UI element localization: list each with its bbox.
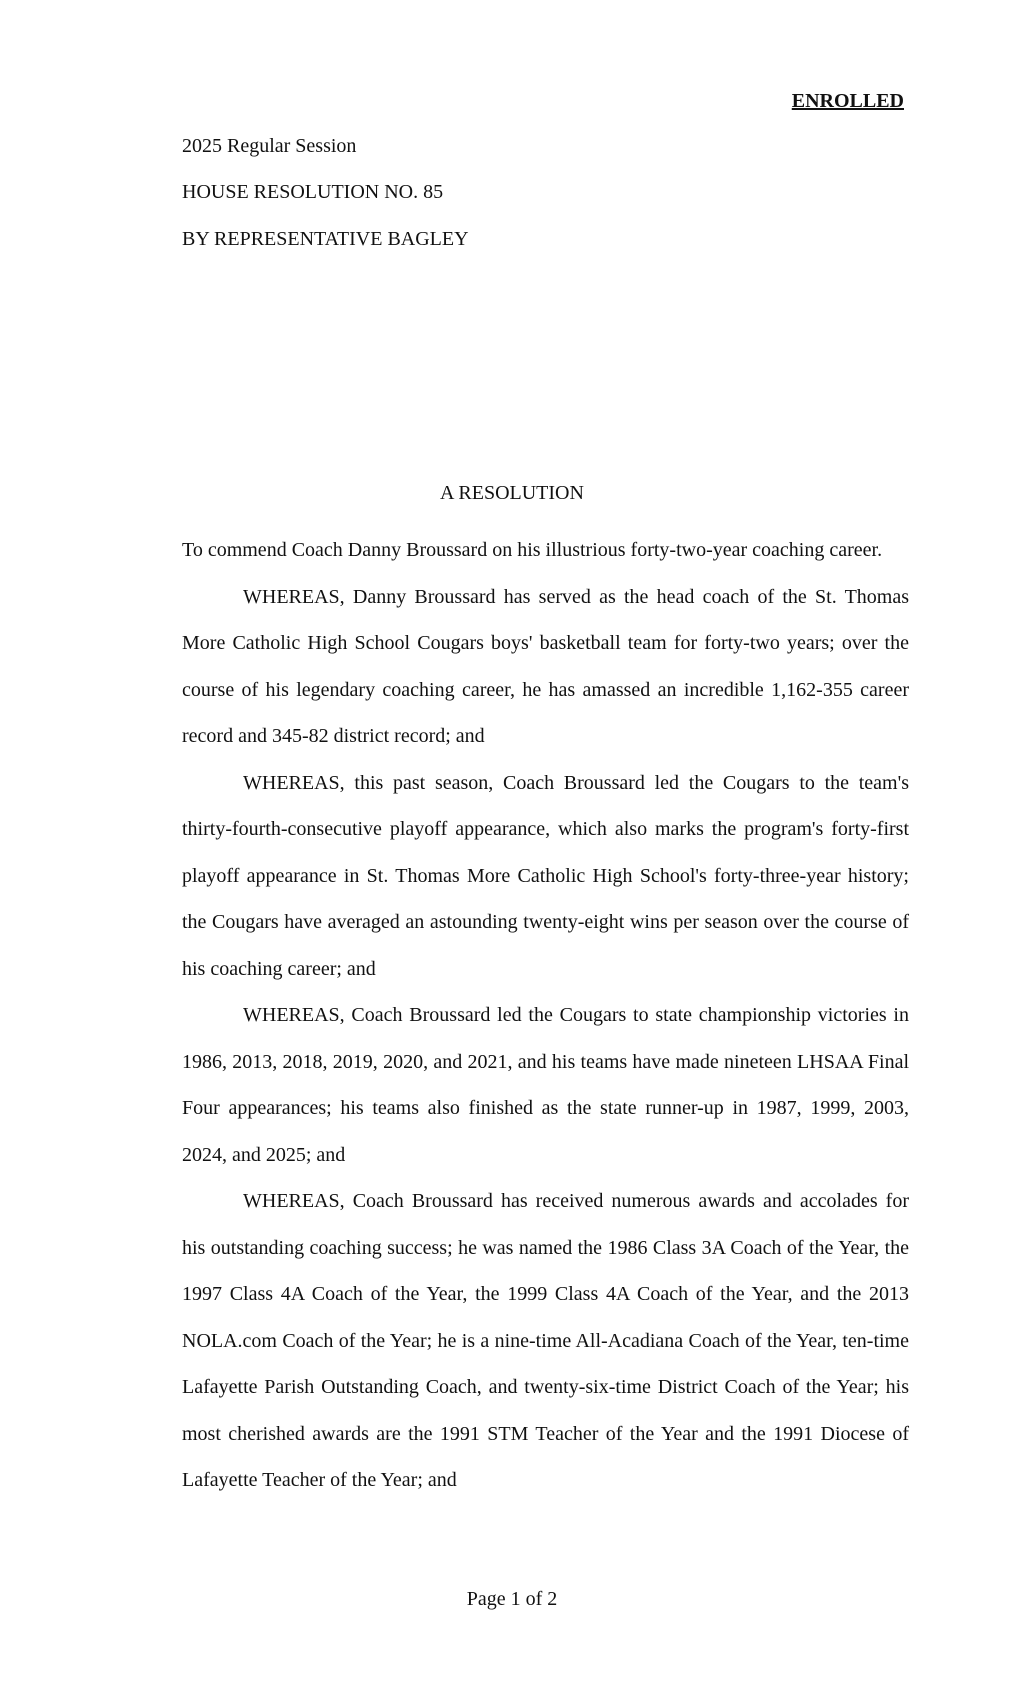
page-number: Page 1 of 2 xyxy=(466,1588,558,1610)
whereas-clause-1: WHEREAS, Danny Broussard has served as the head coach of the St. Thomas More Catholic High School Cougars boys' basketball team for forty-two years; over the course of his legendary coaching career, he has amassed an incredible 1,162-355 career record and 345-82 district record; and xyxy=(182,585,909,747)
resolution-title: A RESOLUTION xyxy=(440,482,584,504)
resolution-number: HOUSE RESOLUTION NO. 85 xyxy=(182,181,444,203)
whereas-clause-3: WHEREAS, Coach Broussard led the Cougars to state championship victories in 1986, 2013, 2018, 2019, 2020, and 2021, and his teams have made nineteen LHSAA Final Four appearances; his teams also finished as the state runner-up in 1987, 1999, 2003, 2024, and 2025; and xyxy=(182,1004,909,1166)
resolution-body xyxy=(182,527,909,1504)
whereas-clause-2: WHEREAS, this past season, Coach Broussard led the Cougars to the team's thirty-fourth-consecutive playoff appearance, which also marks the program's forty-first playoff appearance in St. Thomas More Catholic High School's forty-three-year history; the Cougars have averaged an astounding twenty-eight wins per season over the course of his coaching career; and xyxy=(182,771,909,980)
session-label: 2025 Regular Session xyxy=(182,135,357,157)
whereas-clause-4: WHEREAS, Coach Broussard has received numerous awards and accolades for his outstanding coaching success; he was named the 1986 Class 3A Coach of the Year, the 1997 Class 4A Coach of the Year, the 1999 Class 4A Coach of the Year, and the 2013 NOLA.com Coach of the Year; he is a nine-time All-Acadiana Coach of the Year, ten-time Lafayette Parish Outstanding Coach, and twenty-six-time District Coach of the Year; his most cherished awards are the 1991 STM Teacher of the Year and the 1991 Diocese of Lafayette Teacher of the Year; and xyxy=(182,1190,909,1491)
enrolled-status: ENROLLED xyxy=(791,90,904,112)
resolution-author: BY REPRESENTATIVE BAGLEY xyxy=(182,228,469,250)
resolution-purpose: To commend Coach Danny Broussard on his illustrious forty-two-year coaching career. xyxy=(182,539,883,561)
